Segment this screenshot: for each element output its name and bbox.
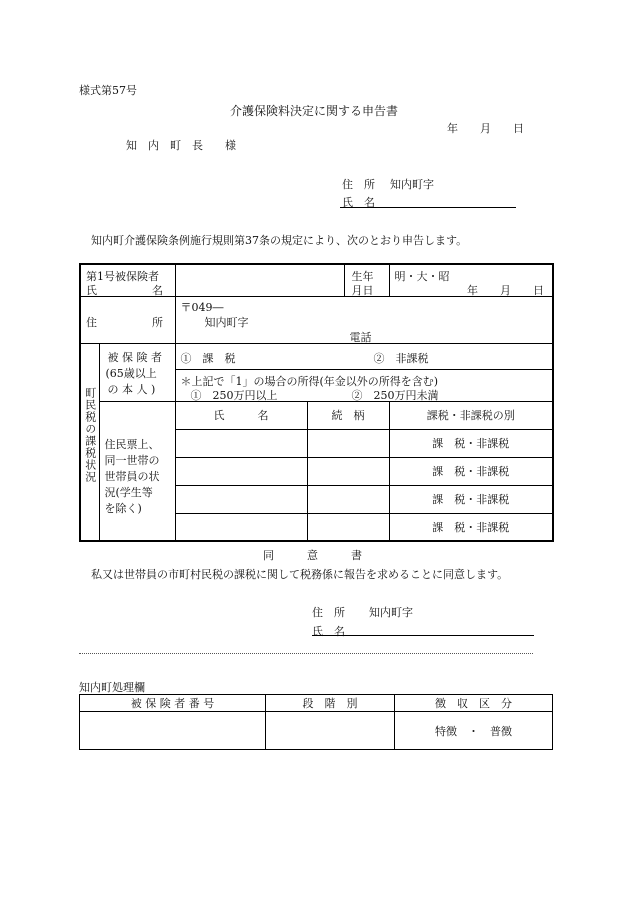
insured-label-line2: 氏 名	[86, 284, 163, 297]
col-relation-header: 続 柄	[307, 401, 389, 429]
household-name-input[interactable]	[175, 429, 307, 457]
form-number: 様式第57号	[79, 84, 137, 97]
tax-option-cell[interactable]	[175, 343, 553, 369]
stage-input[interactable]	[266, 712, 395, 750]
household-line1: 住民票上、	[104, 437, 160, 451]
household-tax-option[interactable]: 課 税・非課税	[389, 513, 553, 541]
insured-self-label-cell	[99, 343, 175, 401]
applicant-name-label: 氏 名	[342, 196, 375, 209]
household-name-input[interactable]	[175, 457, 307, 485]
household-name-input[interactable]	[175, 513, 307, 541]
consent-name-line[interactable]	[312, 635, 534, 636]
tax-status-label: 町民税の課税状況	[83, 386, 97, 483]
birth-label-cell	[344, 264, 389, 296]
insured-self-line3: の 本 人 )	[107, 382, 156, 396]
household-tax-option[interactable]: 課 税・非課税	[389, 485, 553, 513]
income-option1[interactable]: ① 250万円以上	[190, 388, 278, 402]
household-line4: 況(学生等	[104, 485, 153, 499]
office-table	[79, 694, 553, 750]
household-line5: を除く)	[104, 501, 142, 515]
postal-code: 〒049―	[180, 300, 224, 314]
option-taxed[interactable]: ① 課 税	[180, 351, 236, 365]
household-line3: 世帯員の状	[104, 469, 160, 483]
declaration-table	[79, 263, 554, 542]
consent-address-label: 住 所	[312, 606, 345, 619]
insured-name-input[interactable]	[175, 264, 344, 296]
tax-status-label-cell	[80, 343, 99, 541]
applicant-name-line[interactable]	[340, 207, 516, 208]
applicant-address-label: 住 所	[342, 178, 375, 191]
birth-date-input[interactable]	[389, 264, 553, 296]
address-input[interactable]	[175, 296, 553, 343]
town-name: 知内町字	[204, 315, 249, 329]
form-date: 年 月 日	[447, 122, 524, 135]
household-tax-option[interactable]: 課 税・非課税	[389, 457, 553, 485]
option-untaxed[interactable]: ② 非課税	[373, 351, 429, 365]
insured-no-input[interactable]	[80, 712, 266, 750]
addressee: 知 内 町 長 様	[126, 139, 236, 152]
insured-name-label-cell	[80, 264, 175, 296]
office-title: 知内町処理欄	[79, 681, 145, 694]
consent-name-label: 氏 名	[312, 625, 345, 638]
household-name-input[interactable]	[175, 485, 307, 513]
insured-self-line2: (65歳以上	[105, 366, 157, 380]
household-tax-option[interactable]: 課 税・非課税	[389, 429, 553, 457]
household-relation-input[interactable]	[307, 457, 389, 485]
phone-label: 電話	[349, 330, 372, 344]
col-tax-header: 課税・非課税の別	[389, 401, 553, 429]
col-collection-header: 徴 収 区 分	[395, 695, 553, 712]
insured-label-line1: 第1号被保険者	[86, 270, 159, 283]
birth-label-line1: 生年	[351, 270, 374, 283]
insured-self-line1: 被 保 険 者	[107, 350, 162, 364]
intro-text: 知内町介護保険条例施行規則第37条の規定により、次のとおり申告します。	[91, 234, 468, 247]
consent-title: 同 意 書	[263, 549, 362, 562]
address-label-cell	[80, 296, 175, 343]
applicant-address-value: 知内町字	[390, 178, 434, 191]
income-option-cell[interactable]	[175, 369, 553, 401]
cut-line	[79, 653, 533, 654]
income-note: ＊上記で「1」の場合の所得(年金以外の所得を含む)	[180, 374, 439, 388]
consent-text: 私又は世帯員の市町村民税の課税に関して税務係に報告を求めることに同意します。	[91, 568, 509, 581]
income-option2[interactable]: ② 250万円未満	[351, 388, 439, 402]
household-line2: 同一世帯の	[104, 453, 160, 467]
col-stage-header: 段 階 別	[266, 695, 395, 712]
address-label: 住 所	[86, 315, 163, 329]
household-relation-input[interactable]	[307, 485, 389, 513]
household-label-cell	[99, 401, 175, 541]
collection-option[interactable]: 特徴 ・ 普徴	[395, 712, 553, 750]
col-insured-no-header: 被 保 険 者 番 号	[80, 695, 266, 712]
era-options[interactable]: 明・大・昭	[394, 270, 450, 283]
birth-label-line2: 月日	[351, 284, 374, 297]
household-relation-input[interactable]	[307, 429, 389, 457]
col-name-header: 氏 名	[175, 401, 307, 429]
consent-address-value: 知内町字	[369, 606, 413, 619]
birth-date: 年 月 日	[467, 284, 544, 297]
household-relation-input[interactable]	[307, 513, 389, 541]
form-title: 介護保険料決定に関する申告書	[230, 104, 399, 118]
